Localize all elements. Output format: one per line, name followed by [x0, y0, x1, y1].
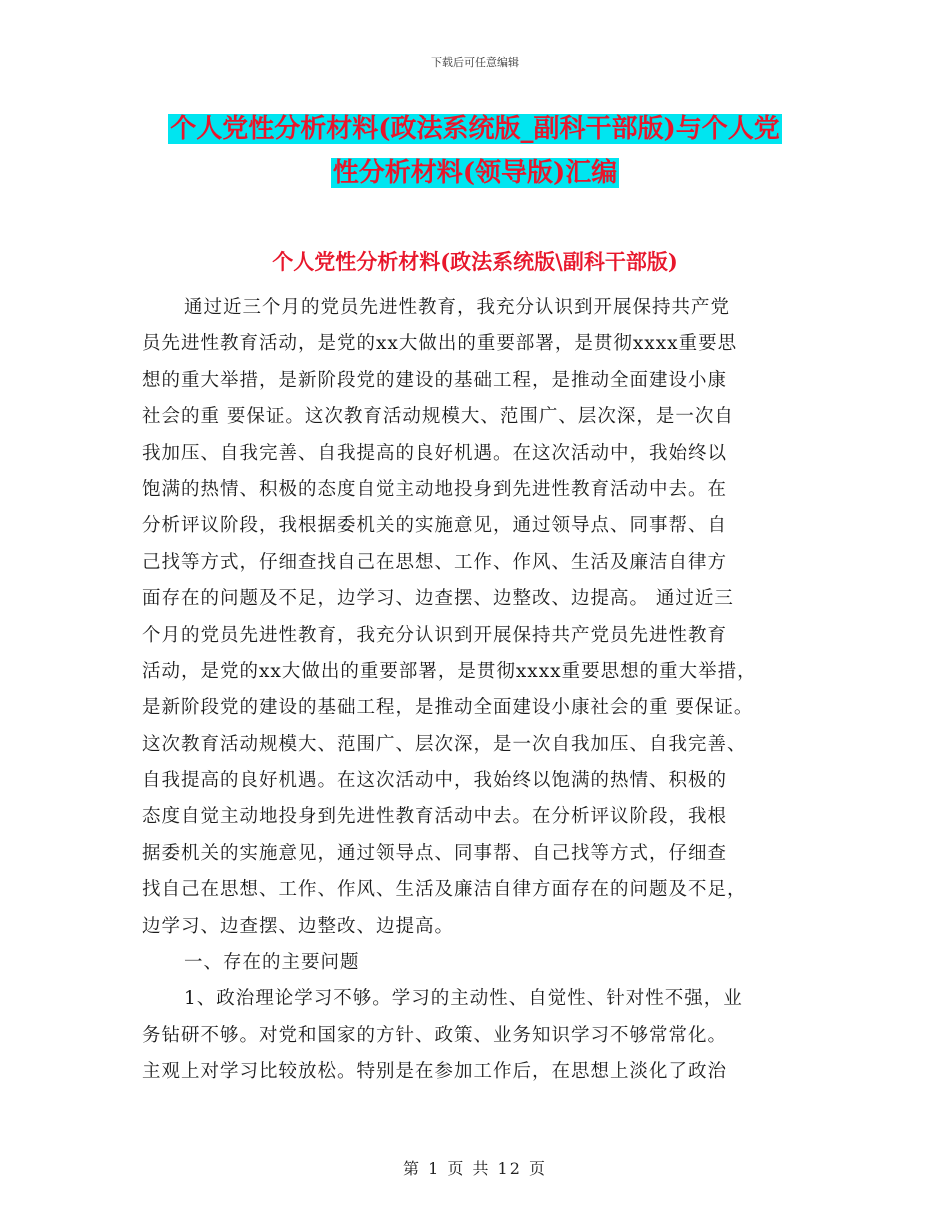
- header-note: 下载后可任意编辑: [431, 56, 519, 69]
- body-line: 态度自觉主动地投身到先进性教育活动中去。在分析评议阶段，我根: [142, 806, 728, 828]
- body-line: 自我提高的良好机遇。在这次活动中，我始终以饱满的热情、积极的: [142, 770, 728, 792]
- body-line: 务钻研不够。对党和国家的方针、政策、业务知识学习不够常常化。: [142, 1024, 728, 1046]
- body-line: 活动，是党的xx大做出的重要部署，是贯彻xxxx重要思想的重大举措，: [142, 660, 757, 682]
- body-line: 是新阶段党的建设的基础工程，是推动全面建设小康社会的重 要保证。: [142, 697, 754, 719]
- section-heading: 一、存在的主要问题: [184, 952, 360, 974]
- body-line: 主观上对学习比较放松。特别是在参加工作后，在思想上淡化了政治: [142, 1061, 728, 1083]
- body-line: 个月的党员先进性教育，我充分认识到开展保持共产党员先进性教育: [142, 624, 728, 646]
- body-line: 员先进性教育活动，是党的xx大做出的重要部署，是贯彻xxxx重要思: [142, 333, 738, 355]
- body-line: 想的重大举措，是新阶段党的建设的基础工程，是推动全面建设小康: [142, 369, 728, 391]
- body-line: 1、政治理论学习不够。学习的主动性、自觉性、针对性不强，业: [184, 988, 743, 1010]
- document-title-line-1: 个人党性分析材料(政法系统版_副科干部版)与个人党: [170, 114, 780, 144]
- body-line: 社会的重 要保证。这次教育活动规模大、范围广、层次深，是一次自: [142, 406, 734, 428]
- section-subtitle: 个人党性分析材料(政法系统版\副科干部版): [272, 249, 678, 274]
- body-line: 找自己在思想、工作、作风、生活及廉洁自律方面存在的问题及不足，: [142, 879, 747, 901]
- body-line: 饱满的热情、积极的态度自觉主动地投身到先进性教育活动中去。在: [142, 478, 728, 500]
- body-line: 通过近三个月的党员先进性教育，我充分认识到开展保持共产党: [184, 297, 731, 318]
- body-line: 己找等方式，仔细查找自己在思想、工作、作风、生活及廉洁自律方: [142, 551, 728, 573]
- document-title-line-2: 性分析材料(领导版)汇编: [332, 158, 618, 188]
- document-body: [142, 290, 832, 1091]
- page-number-footer: 第 1 页 共 12 页: [403, 1159, 547, 1178]
- body-line: 据委机关的实施意见，通过领导点、同事帮、自己找等方式，仔细查: [142, 842, 728, 864]
- body-line: 分析评议阶段，我根据委机关的实施意见，通过领导点、同事帮、自: [142, 515, 728, 537]
- body-line: 边学习、边查摆、边整改、边提高。: [142, 915, 455, 937]
- body-line: 我加压、自我完善、自我提高的良好机遇。在这次活动中，我始终以: [142, 442, 728, 464]
- body-line: 这次教育活动规模大、范围广、层次深，是一次自我加压、自我完善、: [142, 733, 747, 755]
- body-line: 面存在的问题及不足，边学习、边查摆、边整改、边提高。 通过近三: [142, 588, 734, 610]
